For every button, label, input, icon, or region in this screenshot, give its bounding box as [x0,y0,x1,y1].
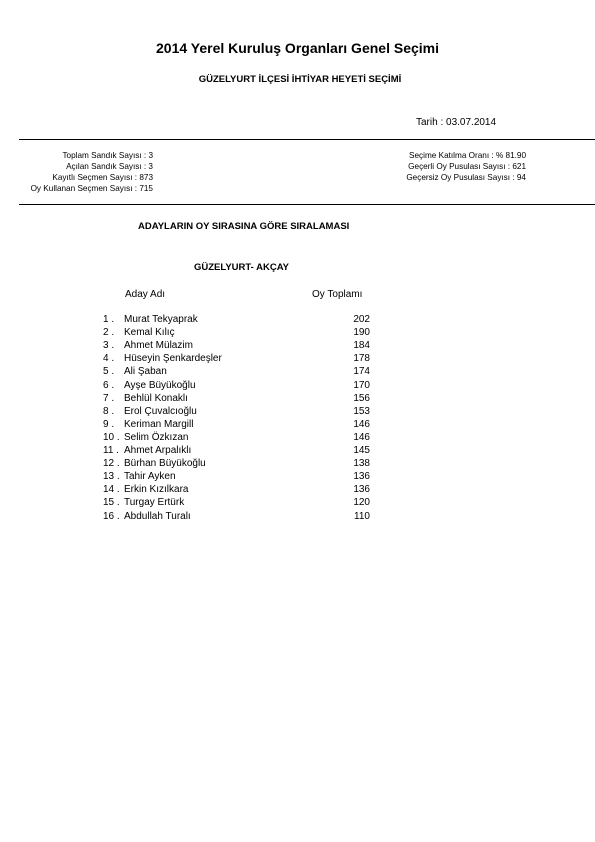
candidate-votes: 170 [353,379,370,391]
stat-opened-ballot-boxes: Açılan Sandık Sayısı : 3 [66,162,153,171]
candidate-votes: 136 [353,471,370,483]
table-row [0,366,595,379]
candidate-name: Erol Çuvalcıoğlu [124,405,197,417]
table-row [0,340,595,353]
candidate-name: Ahmet Arpalıklı [124,445,192,456]
stat-valid-ballots: Geçerli Oy Pusulası Sayısı : 621 [408,162,526,171]
candidate-name: Turgay Ertürk [124,497,185,509]
candidate-name: Keriman Margill [124,418,194,430]
group-heading: GÜZELYURT- AKÇAY [194,262,290,273]
column-header-votes: Oy Toplamı [312,289,363,300]
stat-total-ballot-boxes: Toplam Sandık Sayısı : 3 [62,151,153,160]
table-row [0,445,595,458]
table-row [0,393,595,406]
candidate-rank: 14 . [103,484,120,496]
candidate-rank: 9 . [103,418,115,430]
stats-divider [19,204,595,205]
candidate-rank: 3 . [103,340,115,352]
candidate-rank: 2 . [103,327,115,339]
stat-invalid-ballots: Geçersiz Oy Pusulası Sayısı : 94 [406,173,526,182]
table-row [0,419,595,432]
report-date: Tarih : 03.07.2014 [416,117,497,128]
candidate-name: Hüseyin Şenkardeşler [124,353,222,365]
table-row [0,458,595,471]
candidate-votes: 202 [353,314,370,325]
candidate-name: Murat Tekyaprak [124,314,198,325]
candidate-rank: 10 . [103,431,120,443]
table-row [0,497,595,510]
table-row [0,432,595,445]
candidate-votes: 153 [353,405,370,417]
table-row [0,353,595,366]
candidate-votes: 174 [353,366,370,378]
candidate-rank: 11 . [103,445,119,456]
stat-voters-who-voted: Oy Kullanan Seçmen Sayısı : 715 [30,184,153,193]
candidate-rank: 6 . [103,379,115,391]
page-title: 2014 Yerel Kuruluş Organları Genel Seçimi [156,40,439,56]
stat-turnout-rate: Seçime Katılma Oranı : % 81.90 [409,151,526,160]
candidate-rank: 4 . [103,353,115,365]
candidate-rank: 8 . [103,405,115,417]
candidate-name: Kemal Kılıç [124,327,175,339]
candidate-votes: 110 [354,510,370,522]
candidate-rank: 13 . [103,471,120,483]
table-row [0,314,595,327]
candidate-rank: 5 . [103,366,115,378]
section-heading: ADAYLARIN OY SIRASINA GÖRE SIRALAMASI [138,221,350,232]
candidate-name: Ali Şaban [124,366,167,378]
column-header-candidate: Aday Adı [125,289,166,300]
candidate-name: Selim Özkızan [124,431,189,443]
candidate-votes: 184 [353,340,370,352]
candidate-name: Behlül Konaklı [124,392,188,404]
table-row [0,380,595,393]
candidate-votes: 136 [353,484,370,496]
table-row [0,327,595,340]
candidate-rank: 16 . [103,510,120,522]
table-row [0,471,595,484]
table-row [0,511,595,524]
table-row [0,406,595,419]
candidate-votes: 145 [353,445,370,456]
candidate-name: Bürhan Büyükoğlu [124,458,206,470]
stat-registered-voters: Kayıtlı Seçmen Sayısı : 873 [52,173,153,182]
candidate-name: Ahmet Mülazim [124,340,193,352]
candidate-rank: 7 . [103,392,115,404]
candidate-votes: 178 [353,353,370,365]
candidate-name: Ayşe Büyükoğlu [124,379,196,391]
candidate-votes: 120 [353,497,370,509]
candidate-votes: 156 [353,392,370,404]
candidate-votes: 146 [353,431,370,443]
page-subtitle: GÜZELYURT İLÇESİ İHTİYAR HEYETİ SEÇİMİ [198,74,402,85]
candidate-rank: 12 . [103,458,120,470]
table-row [0,484,595,497]
candidate-rank: 1 . [103,314,115,325]
candidate-name: Erkin Kızılkara [124,484,189,496]
top-divider [19,139,595,140]
candidate-name: Abdullah Turalı [124,510,191,522]
candidate-votes: 138 [353,458,370,470]
candidate-name: Tahir Ayken [124,471,176,483]
candidate-votes: 190 [353,327,370,339]
candidate-votes: 146 [353,418,370,430]
candidate-rank: 15 . [103,497,120,509]
